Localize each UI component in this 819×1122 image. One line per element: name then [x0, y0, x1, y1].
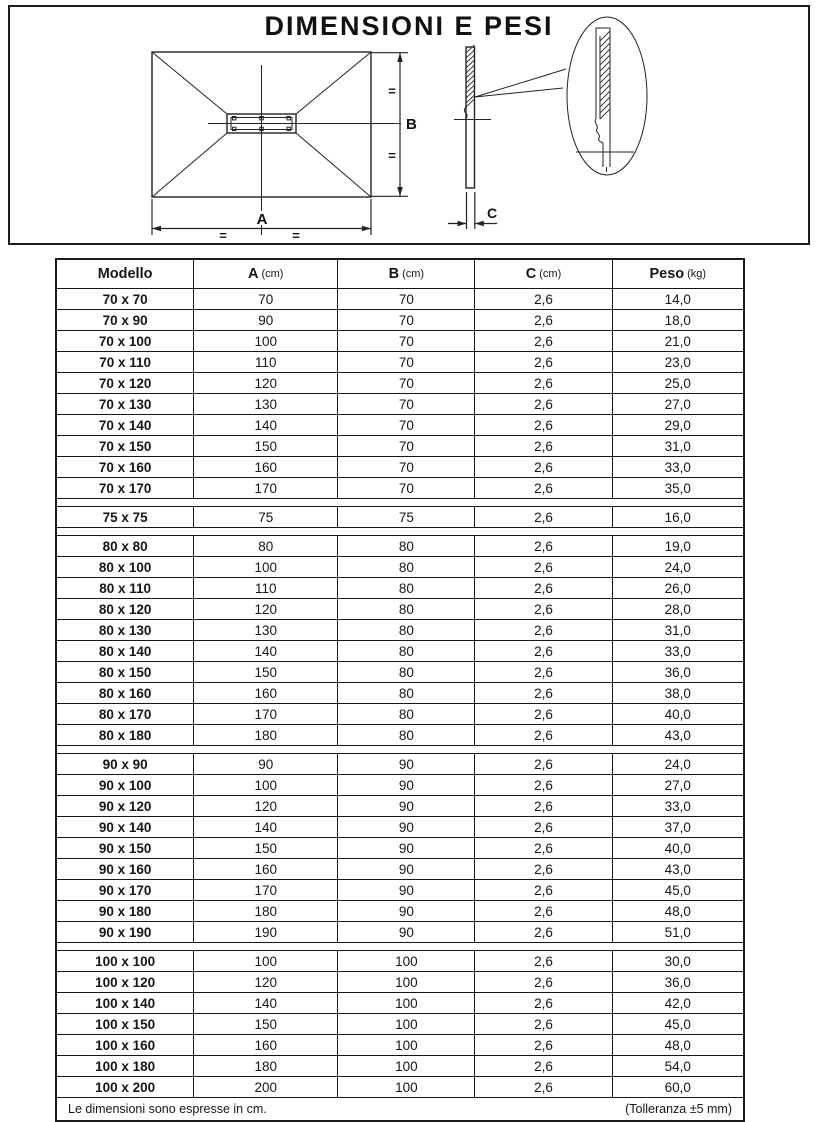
header-unit: (cm)	[261, 268, 284, 280]
plan-view	[152, 52, 417, 243]
cell-modello: 90 x 180	[57, 901, 194, 921]
cell-c-cm: 2,6	[475, 704, 612, 724]
cell-a-cm: 110	[194, 578, 338, 598]
table-row	[57, 796, 743, 817]
table-row	[57, 310, 743, 331]
cell-modello: 70 x 140	[57, 415, 194, 435]
page-title: DIMENSIONI E PESI	[264, 11, 554, 41]
header-label: Modello	[97, 266, 153, 282]
cell-peso-kg: 31,0	[664, 438, 691, 454]
edge-hatching	[466, 45, 475, 107]
group-separator	[57, 498, 743, 507]
cell-peso-kg: 45,0	[664, 1016, 691, 1032]
table-row	[57, 683, 743, 704]
cell-a-cm: 140	[194, 641, 338, 661]
cell-b-cm: 70	[338, 289, 475, 309]
table-row	[57, 662, 743, 683]
table-row	[57, 415, 743, 436]
table-row	[57, 901, 743, 922]
cell-peso-kg: 40,0	[664, 706, 691, 722]
cell-modello: 100 x 160	[57, 1035, 194, 1055]
cell-b-cm: 70	[338, 310, 475, 330]
table-body	[57, 289, 743, 1097]
cell-peso-kg: 51,0	[664, 924, 691, 940]
cell-b-cm: 90	[338, 817, 475, 837]
cell-c-cm: 2,6	[475, 838, 612, 858]
cell-peso-kg: 36,0	[664, 974, 691, 990]
cell-peso-kg: 21,0	[664, 333, 691, 349]
cell-b-cm: 80	[338, 599, 475, 619]
header-cell-a	[194, 260, 338, 288]
table-row	[57, 557, 743, 578]
header-cell-modello	[57, 260, 194, 288]
table-row	[57, 817, 743, 838]
cell-modello: 70 x 70	[57, 289, 194, 309]
cell-modello: 100 x 120	[57, 972, 194, 992]
table-group	[57, 507, 743, 527]
header-label: B	[388, 266, 400, 282]
cell-b-cm: 70	[338, 415, 475, 435]
cell-b-cm: 90	[338, 901, 475, 921]
cell-a-cm: 100	[194, 557, 338, 577]
table-row	[57, 993, 743, 1014]
cell-modello: 80 x 160	[57, 683, 194, 703]
cell-a-cm: 100	[194, 951, 338, 971]
header-cell-b	[338, 260, 475, 288]
cell-c-cm: 2,6	[475, 289, 612, 309]
cell-c-cm: 2,6	[475, 993, 612, 1013]
cell-peso-kg: 30,0	[664, 953, 691, 969]
cell-modello: 70 x 130	[57, 394, 194, 414]
cell-a-cm: 90	[194, 310, 338, 330]
group-separator	[57, 942, 743, 951]
table-row	[57, 394, 743, 415]
cell-peso-kg: 43,0	[664, 727, 691, 743]
cell-b-cm: 80	[338, 578, 475, 598]
dim-label-b: B	[406, 116, 417, 133]
header-cell-c	[475, 260, 612, 288]
cell-c-cm: 2,6	[475, 352, 612, 372]
cell-peso-kg: 24,0	[664, 559, 691, 575]
table-row	[57, 641, 743, 662]
detail-notch	[595, 119, 610, 167]
cell-modello: 80 x 170	[57, 704, 194, 724]
cell-peso-kg: 14,0	[664, 291, 691, 307]
cell-a-cm: 170	[194, 478, 338, 498]
table-header-row	[57, 260, 743, 289]
cell-a-cm: 150	[194, 1014, 338, 1034]
cell-c-cm: 2,6	[475, 901, 612, 921]
cell-b-cm: 80	[338, 620, 475, 640]
cell-a-cm: 170	[194, 704, 338, 724]
cell-b-cm: 100	[338, 951, 475, 971]
cell-a-cm: 100	[194, 331, 338, 351]
table-row	[57, 859, 743, 880]
equal-flanges-mark: =	[388, 83, 396, 99]
cell-peso-kg: 25,0	[664, 375, 691, 391]
cell-peso-kg: 54,0	[664, 1058, 691, 1074]
table-footer-row	[57, 1097, 743, 1120]
cell-a-cm: 100	[194, 775, 338, 795]
table-row	[57, 704, 743, 725]
cell-c-cm: 2,6	[475, 457, 612, 477]
equal-flanges-mark: =	[219, 228, 227, 243]
cell-b-cm: 90	[338, 775, 475, 795]
footer-note-right: (Tolleranza ±5 mm)	[625, 1102, 732, 1116]
cell-modello: 90 x 140	[57, 817, 194, 837]
cell-a-cm: 150	[194, 838, 338, 858]
table-group	[57, 289, 743, 498]
table-row	[57, 775, 743, 796]
group-separator	[57, 745, 743, 754]
cell-modello: 70 x 110	[57, 352, 194, 372]
cell-b-cm: 70	[338, 478, 475, 498]
cell-modello: 80 x 80	[57, 536, 194, 556]
table-row	[57, 436, 743, 457]
cell-c-cm: 2,6	[475, 641, 612, 661]
cell-c-cm: 2,6	[475, 599, 612, 619]
table-row	[57, 951, 743, 972]
cell-c-cm: 2,6	[475, 415, 612, 435]
footer-note-left: Le dimensioni sono espresse in cm.	[68, 1102, 267, 1116]
cell-peso-kg: 16,0	[664, 509, 691, 525]
cell-c-cm: 2,6	[475, 922, 612, 942]
cell-c-cm: 2,6	[475, 880, 612, 900]
header-cell-peso	[613, 260, 743, 288]
cell-modello: 70 x 120	[57, 373, 194, 393]
cell-b-cm: 80	[338, 641, 475, 661]
cell-peso-kg: 29,0	[664, 417, 691, 433]
cell-c-cm: 2,6	[475, 331, 612, 351]
cell-modello: 70 x 160	[57, 457, 194, 477]
cell-peso-kg: 24,0	[664, 756, 691, 772]
cell-a-cm: 160	[194, 859, 338, 879]
cell-b-cm: 90	[338, 880, 475, 900]
cell-b-cm: 80	[338, 662, 475, 682]
cell-modello: 70 x 90	[57, 310, 194, 330]
cell-peso-kg: 33,0	[664, 643, 691, 659]
side-view	[448, 45, 566, 229]
dim-label-c: C	[487, 205, 498, 221]
cell-c-cm: 2,6	[475, 775, 612, 795]
cell-a-cm: 160	[194, 683, 338, 703]
cell-c-cm: 2,6	[475, 310, 612, 330]
cell-a-cm: 110	[194, 352, 338, 372]
cell-peso-kg: 23,0	[664, 354, 691, 370]
dim-label-a: A	[256, 211, 268, 228]
cell-b-cm: 80	[338, 683, 475, 703]
table-group	[57, 754, 743, 942]
cell-modello: 80 x 100	[57, 557, 194, 577]
cell-modello: 70 x 100	[57, 331, 194, 351]
cell-c-cm: 2,6	[475, 620, 612, 640]
table-row	[57, 972, 743, 993]
table-row	[57, 352, 743, 373]
detail-leader-lines	[475, 69, 566, 97]
detail-bubble-outline	[567, 17, 647, 175]
cell-c-cm: 2,6	[475, 578, 612, 598]
cell-a-cm: 190	[194, 922, 338, 942]
cell-a-cm: 80	[194, 536, 338, 556]
cell-b-cm: 100	[338, 1035, 475, 1055]
cell-b-cm: 70	[338, 373, 475, 393]
drawing-frame	[8, 5, 810, 245]
cell-c-cm: 2,6	[475, 1035, 612, 1055]
cell-b-cm: 70	[338, 457, 475, 477]
table-row	[57, 838, 743, 859]
cell-c-cm: 2,6	[475, 754, 612, 774]
cell-modello: 100 x 100	[57, 951, 194, 971]
cell-c-cm: 2,6	[475, 796, 612, 816]
detail-ellipse	[567, 17, 647, 175]
cell-peso-kg: 19,0	[664, 538, 691, 554]
cell-a-cm: 120	[194, 599, 338, 619]
cell-b-cm: 90	[338, 859, 475, 879]
table-row	[57, 599, 743, 620]
cell-b-cm: 70	[338, 352, 475, 372]
table-row	[57, 620, 743, 641]
cell-peso-kg: 27,0	[664, 777, 691, 793]
cell-modello: 80 x 140	[57, 641, 194, 661]
table-row	[57, 880, 743, 901]
cell-c-cm: 2,6	[475, 725, 612, 745]
cell-modello: 70 x 170	[57, 478, 194, 498]
cell-peso-kg: 37,0	[664, 819, 691, 835]
equal-flanges-mark: =	[388, 148, 396, 163]
table-row	[57, 507, 743, 527]
cell-modello: 90 x 90	[57, 754, 194, 774]
table-group	[57, 536, 743, 745]
cell-a-cm: 180	[194, 725, 338, 745]
cell-a-cm: 180	[194, 901, 338, 921]
cell-a-cm: 140	[194, 415, 338, 435]
cell-a-cm: 160	[194, 1035, 338, 1055]
cell-modello: 90 x 160	[57, 859, 194, 879]
cell-a-cm: 90	[194, 754, 338, 774]
cell-c-cm: 2,6	[475, 683, 612, 703]
cell-modello: 90 x 190	[57, 922, 194, 942]
cell-c-cm: 2,6	[475, 662, 612, 682]
cell-modello: 80 x 130	[57, 620, 194, 640]
table-row	[57, 578, 743, 599]
cell-b-cm: 100	[338, 972, 475, 992]
cell-modello: 90 x 100	[57, 775, 194, 795]
cell-modello: 80 x 180	[57, 725, 194, 745]
cell-a-cm: 170	[194, 880, 338, 900]
cell-c-cm: 2,6	[475, 536, 612, 556]
cell-a-cm: 120	[194, 972, 338, 992]
header-label: A	[247, 266, 259, 282]
cell-modello: 70 x 150	[57, 436, 194, 456]
cell-peso-kg: 18,0	[664, 312, 691, 328]
cell-a-cm: 75	[194, 507, 338, 527]
cell-b-cm: 100	[338, 1056, 475, 1076]
cell-modello: 90 x 170	[57, 880, 194, 900]
cell-c-cm: 2,6	[475, 557, 612, 577]
cell-peso-kg: 33,0	[664, 459, 691, 475]
cell-a-cm: 70	[194, 289, 338, 309]
equal-flanges-mark: =	[292, 228, 300, 243]
header-label: C	[525, 266, 537, 282]
cell-modello: 100 x 140	[57, 993, 194, 1013]
table-row	[57, 478, 743, 498]
cell-a-cm: 140	[194, 817, 338, 837]
cell-c-cm: 2,6	[475, 394, 612, 414]
cell-peso-kg: 28,0	[664, 601, 691, 617]
group-separator	[57, 527, 743, 536]
cell-modello: 90 x 150	[57, 838, 194, 858]
technical-drawing	[10, 7, 808, 243]
dimension-c	[448, 192, 497, 229]
cell-peso-kg: 45,0	[664, 882, 691, 898]
cell-b-cm: 70	[338, 436, 475, 456]
cell-c-cm: 2,6	[475, 436, 612, 456]
table-row	[57, 754, 743, 775]
table-row	[57, 1035, 743, 1056]
cell-peso-kg: 36,0	[664, 664, 691, 680]
cell-modello: 80 x 120	[57, 599, 194, 619]
cell-b-cm: 90	[338, 922, 475, 942]
cell-c-cm: 2,6	[475, 373, 612, 393]
cell-b-cm: 80	[338, 725, 475, 745]
cell-peso-kg: 40,0	[664, 840, 691, 856]
cell-b-cm: 80	[338, 704, 475, 724]
cell-b-cm: 100	[338, 993, 475, 1013]
cell-a-cm: 120	[194, 373, 338, 393]
cell-b-cm: 80	[338, 536, 475, 556]
header-unit: (kg)	[687, 268, 707, 280]
detail-hatching	[600, 31, 610, 119]
cell-peso-kg: 31,0	[664, 622, 691, 638]
table-row	[57, 373, 743, 394]
table-row	[57, 536, 743, 557]
cell-c-cm: 2,6	[475, 817, 612, 837]
cell-a-cm: 130	[194, 394, 338, 414]
cell-a-cm: 150	[194, 662, 338, 682]
table-row	[57, 1014, 743, 1035]
cell-peso-kg: 38,0	[664, 685, 691, 701]
table-row	[57, 922, 743, 942]
cell-peso-kg: 26,0	[664, 580, 691, 596]
cell-peso-kg: 35,0	[664, 480, 691, 496]
cell-peso-kg: 33,0	[664, 798, 691, 814]
cell-c-cm: 2,6	[475, 1056, 612, 1076]
cell-modello: 80 x 110	[57, 578, 194, 598]
cell-modello: 100 x 200	[57, 1077, 194, 1097]
header-unit: (cm)	[539, 268, 562, 280]
cell-c-cm: 2,6	[475, 951, 612, 971]
table-group	[57, 951, 743, 1097]
table-row	[57, 331, 743, 352]
header-unit: (cm)	[402, 268, 425, 280]
dimension-b	[371, 53, 417, 197]
cell-b-cm: 70	[338, 331, 475, 351]
table-row	[57, 1077, 743, 1097]
cell-peso-kg: 48,0	[664, 1037, 691, 1053]
cell-a-cm: 140	[194, 993, 338, 1013]
cell-a-cm: 160	[194, 457, 338, 477]
cell-b-cm: 90	[338, 796, 475, 816]
cell-a-cm: 150	[194, 436, 338, 456]
cell-modello: 100 x 150	[57, 1014, 194, 1034]
cell-b-cm: 100	[338, 1014, 475, 1034]
cell-b-cm: 90	[338, 838, 475, 858]
table-row	[57, 725, 743, 745]
cell-a-cm: 130	[194, 620, 338, 640]
cell-b-cm: 70	[338, 394, 475, 414]
cell-a-cm: 180	[194, 1056, 338, 1076]
cell-peso-kg: 60,0	[664, 1079, 691, 1095]
cell-peso-kg: 43,0	[664, 861, 691, 877]
cell-peso-kg: 27,0	[664, 396, 691, 412]
table-row	[57, 457, 743, 478]
cell-modello: 100 x 180	[57, 1056, 194, 1076]
cell-c-cm: 2,6	[475, 972, 612, 992]
table-row	[57, 1056, 743, 1077]
header-label: Peso	[649, 266, 685, 282]
cell-c-cm: 2,6	[475, 1077, 612, 1097]
cell-modello: 90 x 120	[57, 796, 194, 816]
cell-peso-kg: 48,0	[664, 903, 691, 919]
tray-edge-profile	[466, 47, 475, 188]
cell-c-cm: 2,6	[475, 478, 612, 498]
cell-a-cm: 200	[194, 1077, 338, 1097]
cell-a-cm: 120	[194, 796, 338, 816]
cell-b-cm: 90	[338, 754, 475, 774]
cell-modello: 80 x 150	[57, 662, 194, 682]
cell-modello: 75 x 75	[57, 507, 194, 527]
cell-b-cm: 75	[338, 507, 475, 527]
table-row	[57, 289, 743, 310]
cell-c-cm: 2,6	[475, 859, 612, 879]
cell-b-cm: 100	[338, 1077, 475, 1097]
cell-c-cm: 2,6	[475, 1014, 612, 1034]
cell-c-cm: 2,6	[475, 507, 612, 527]
spec-table	[55, 258, 745, 1122]
cell-peso-kg: 42,0	[664, 995, 691, 1011]
cell-b-cm: 80	[338, 557, 475, 577]
